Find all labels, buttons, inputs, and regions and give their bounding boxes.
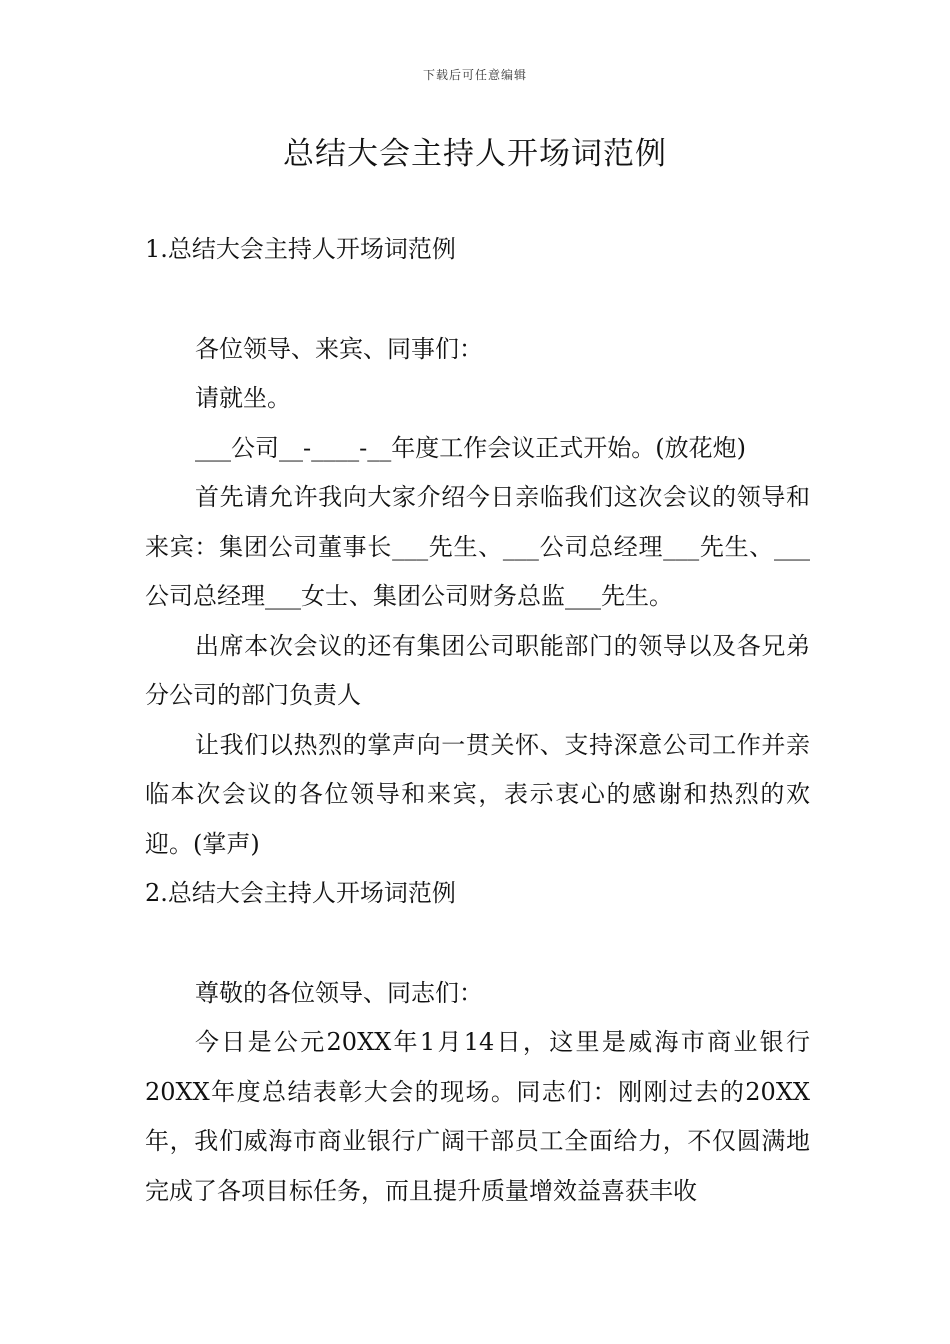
paragraph: 今日是公元20XX年1月14日，这里是威海市商业银行20XX年度总结表彰大会的现场。同志们：刚刚过去的20XX年，我们威海市商业银行广阔干部员工全面给力，不仅圆满地完成了各项目标任务，而且提升质量增效益喜获丰收 [145,1028,810,1205]
document-body [145,225,810,1216]
paragraph: 请就坐。 [195,384,291,412]
header-note: 下载后可任意编辑 [422,68,527,82]
paragraph: 让我们以热烈的掌声向一贯关怀、支持深意公司工作并亲临本次会议的各位领导和来宾，表示衷心的感谢和热烈的欢迎。(掌声) [145,730,810,858]
section-heading: 2.总结大会主持人开场词范例 [145,879,456,907]
document-title: 总结大会主持人开场词范例 [283,136,667,172]
spacer [145,919,810,969]
spacer [145,275,810,325]
paragraph: 首先请允许我向大家介绍今日亲临我们这次会议的领导和来宾：集团公司董事长___先生、___公司总经理___先生、___公司总经理___女士、集团公司财务总监___先生。 [145,483,810,610]
paragraph: 出席本次会议的还有集团公司职能部门的领导以及各兄弟分公司的部门负责人 [145,631,810,709]
paragraph: 各位领导、来宾、同事们： [195,334,483,363]
section-heading: 1.总结大会主持人开场词范例 [145,235,456,263]
paragraph: 尊敬的各位领导、同志们： [195,978,483,1007]
paragraph: ___公司__-____-__年度工作会议正式开始。(放花炮) [195,433,746,462]
